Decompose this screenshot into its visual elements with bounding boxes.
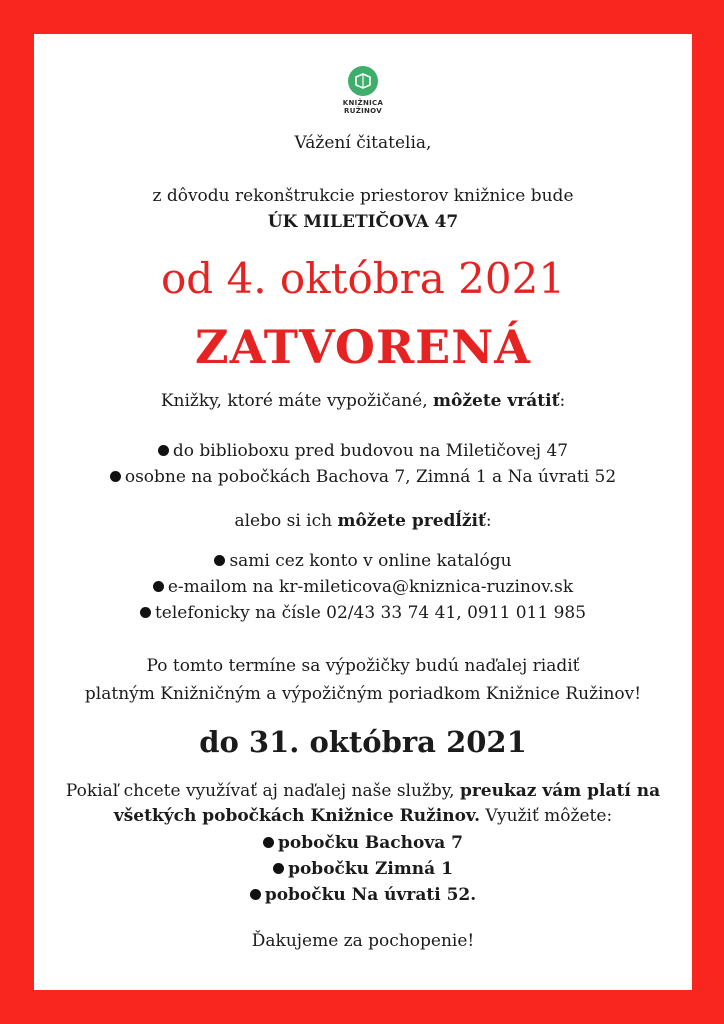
intro-text: z dôvodu rekonštrukcie priestorov knižnice bude (152, 186, 574, 206)
services-line-1: Pokiaľ chcete využívať aj naďalej naše služby, preukaz vám platí na (65, 781, 661, 801)
extend-item: e-mailom na kr-mileticova@kniznica-ruzinov.sk (34, 577, 692, 597)
greeting: Vážení čitatelia, (294, 133, 432, 153)
closed-from-date: od 4. októbra 2021 (160, 254, 566, 303)
until-date: do 31. októbra 2021 (199, 725, 527, 759)
bullet-icon (214, 555, 225, 566)
branch-name: ÚK MILETIČOVA 47 (267, 212, 459, 232)
logo-line-2: RUŽINOV (344, 107, 382, 115)
services-line-2: všetkých pobočkách Knižnice Ružinov. Využiť môžete: (113, 806, 613, 826)
extend-heading: alebo si ich môžete predĺžiť: (234, 511, 492, 531)
extend-item: sami cez konto v online katalógu (34, 551, 692, 571)
return-item: do biblioboxu pred budovou na Miletičovej 47 (34, 441, 692, 461)
return-heading: Knižky, ktoré máte vypožičané, môžete vrátiť: (160, 391, 566, 411)
logo-line-1: KNIŽNICA (342, 99, 384, 107)
bullet-icon (263, 837, 274, 848)
poster (34, 34, 692, 990)
bullet-icon (153, 581, 164, 592)
return-item: osobne na pobočkách Bachova 7, Zimná 1 a Na úvrati 52 (34, 467, 692, 487)
rules-line-2: platným Knižničným a výpožičným poriadkom Knižnice Ružinov! (84, 684, 642, 704)
bullet-icon (140, 607, 151, 618)
branch-item: pobočku Na úvrati 52. (34, 885, 692, 905)
bullet-icon (110, 471, 121, 482)
library-logo (34, 66, 692, 115)
book-icon (348, 66, 378, 96)
bullet-icon (273, 863, 284, 874)
branch-item: pobočku Zimná 1 (34, 859, 692, 879)
extend-item: telefonicky na čísle 02/43 33 74 41, 0911 011 985 (34, 603, 692, 623)
thanks-text: Ďakujeme za pochopenie! (251, 931, 475, 951)
closed-label: ZATVORENÁ (195, 320, 531, 374)
branch-item: pobočku Bachova 7 (34, 833, 692, 853)
rules-line-1: Po tomto termíne sa výpožičky budú naďalej riadiť (146, 656, 580, 676)
bullet-icon (158, 445, 169, 456)
bullet-icon (250, 889, 261, 900)
